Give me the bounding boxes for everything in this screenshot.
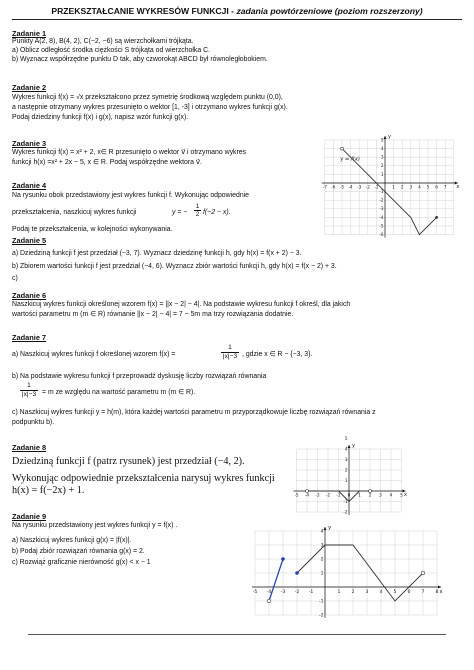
task-7-c-line: c) Naszkicuj wykres funkcji y = h(m), która każdej wartości parametru m przyporządkowuje liczbę rozwiązań równania z bbox=[12, 409, 376, 416]
y-tick-label: -2 bbox=[318, 613, 324, 619]
x-tick-label: 2 bbox=[400, 184, 404, 190]
y-axis-arrow bbox=[324, 527, 327, 530]
x-tick-label: 6 bbox=[407, 590, 411, 596]
x-tick-label: 5 bbox=[400, 492, 403, 498]
title-main: PRZEKSZTAŁCANIE WYKRESÓW FUNKCJI bbox=[51, 6, 229, 16]
title-subtitle: zadania powtórzeniowe (poziom rozszerzony) bbox=[236, 6, 423, 16]
function-graph-task-9 bbox=[238, 524, 443, 624]
task-7-b-text: b) Na podstawie wykresu funkcji f przeprowadź dyskusję liczby rozwiązań równania bbox=[12, 373, 267, 380]
task-7-a-fraction bbox=[221, 344, 239, 361]
task-9-intro: Na rysunku przedstawiony jest wykres funkcji y = f(x) . bbox=[12, 522, 178, 529]
task-6-line: Naszkicuj wykres funkcji określonej wzorem f(x) = ||x − 2| − 4|. Na podstawie wykresu funkcji f określ, dla jakich bbox=[12, 301, 351, 308]
x-tick-label: 2 bbox=[368, 492, 372, 498]
x-tick-label: 7 bbox=[421, 590, 425, 596]
y-tick-label: 2 bbox=[344, 467, 348, 473]
fraction-numerator: 1 bbox=[20, 382, 38, 391]
curve-label: y = f(x) bbox=[340, 156, 360, 163]
task-8-line: Dziedziną funkcji f (patrz rysunek) jest przedział (−4, 2). bbox=[12, 456, 245, 467]
x-tick-label: 6 bbox=[435, 184, 438, 190]
title-separator: - bbox=[228, 6, 237, 16]
y-tick-label: 2 bbox=[320, 557, 324, 563]
task-6-line: wartości parametru m (m ∈ R) równanie ||x − 2| − 4| = 7 − 5m ma trzy rozwiązania dodatnie. bbox=[12, 311, 294, 318]
task-3-line: Wykres funkcji f(x) = x² + 2, x∈ R przesunięto o wektor v⃗ i otrzymano wykres bbox=[12, 149, 247, 156]
page-title bbox=[0, 6, 474, 16]
y-tick-label: -1 bbox=[343, 498, 348, 504]
x-tick-label: 3 bbox=[379, 492, 382, 498]
y-tick-label: -1 bbox=[318, 599, 324, 605]
task-1-line: b) Wyznacz współrzędne punktu D tak, aby czworokąt ABCD był równoległobokiem. bbox=[12, 56, 268, 63]
y-tick-label: -2 bbox=[343, 509, 348, 515]
x-tick-label: 3 bbox=[409, 184, 413, 190]
y-tick-label: 3 bbox=[344, 456, 348, 462]
x-axis-label: x bbox=[456, 184, 460, 190]
endpoint-dot bbox=[341, 147, 344, 150]
y-tick-label: -3 bbox=[379, 206, 384, 212]
x-axis-label: x bbox=[439, 589, 443, 595]
x-tick-label: 4 bbox=[418, 184, 421, 190]
y-axis-arrow bbox=[384, 136, 387, 139]
y-axis-label: y bbox=[328, 525, 332, 531]
task-4-line: Podaj te przekształcenia, w kolejności wykonywania. bbox=[12, 226, 173, 233]
y-tick-label: 1 bbox=[380, 171, 384, 177]
x-tick-label: -2 bbox=[325, 492, 331, 498]
x-tick-label: 5 bbox=[393, 590, 397, 596]
task-5-line: c) bbox=[12, 275, 18, 282]
x-axis-label: x bbox=[404, 492, 407, 498]
x-tick-label: -2 bbox=[365, 184, 370, 190]
y-tick-label: 4 bbox=[320, 529, 324, 535]
task-4-formula-rhs: f(−2 − x). bbox=[203, 209, 231, 216]
y-tick-label: -6 bbox=[379, 232, 384, 237]
fraction-numerator: 1 bbox=[221, 344, 239, 353]
y-tick-label: 4 bbox=[380, 146, 384, 151]
task-6-heading: Zadanie 6 bbox=[12, 291, 47, 300]
y-tick-label: -5 bbox=[379, 223, 384, 229]
task-9-heading: Zadanie 9 bbox=[12, 512, 47, 521]
y-tick-label: 1 bbox=[320, 571, 324, 577]
x-tick-label: -4 bbox=[348, 184, 353, 190]
task-5-line: b) Zbiorem wartości funkcji f jest przedział (−4, 6). Wyznacz zbiór wartości funkcji h, gdy h(x) = f(x − 2) + 3. bbox=[12, 263, 337, 270]
fraction-denominator: |x|−3 bbox=[21, 391, 37, 398]
y-axis-arrow bbox=[348, 445, 351, 448]
y-tick-label: 2 bbox=[380, 163, 384, 169]
fraction-numerator: 1 bbox=[195, 203, 200, 210]
x-tick-label: 4 bbox=[389, 492, 393, 498]
x-tick-label: 1 bbox=[392, 184, 395, 190]
x-tick-label: -4 bbox=[266, 590, 272, 596]
x-tick-label: 2 bbox=[351, 590, 355, 596]
y-tick-label: 5 bbox=[380, 137, 384, 143]
function-graph-task-8 bbox=[277, 435, 429, 515]
task-7-b-text: = m ze względu na wartość parametru m (m ∈ R). bbox=[42, 389, 196, 396]
y-axis-label: y bbox=[388, 134, 391, 140]
x-tick-label: 3 bbox=[365, 590, 369, 596]
x-tick-label: 1 bbox=[337, 590, 341, 596]
x-tick-label: -2 bbox=[294, 590, 300, 596]
x-tick-label: -1 bbox=[308, 590, 314, 596]
x-tick-label: -7 bbox=[322, 184, 327, 190]
task-8-line: h(x) = f(−2x) + 1. bbox=[12, 485, 85, 496]
fraction-denominator: 2 bbox=[195, 211, 200, 218]
y-tick-label: 4 bbox=[344, 446, 348, 452]
endpoint-dot bbox=[435, 216, 438, 219]
task-4-formula-lhs: y = − bbox=[172, 209, 188, 216]
x-tick-label: 4 bbox=[379, 590, 383, 596]
x-tick-label: 7 bbox=[443, 184, 447, 190]
x-tick-label: -3 bbox=[357, 184, 362, 190]
footer-divider bbox=[28, 634, 446, 635]
x-tick-label: 8 bbox=[435, 590, 439, 596]
task-7-c-line: podpunktu b). bbox=[12, 419, 55, 426]
task-9-item: b) Podaj zbiór rozwiązań równania g(x) = 2. bbox=[12, 548, 145, 555]
y-tick-label: -4 bbox=[379, 214, 384, 220]
x-tick-label: -3 bbox=[280, 590, 286, 596]
x-tick-label: -4 bbox=[304, 492, 310, 498]
task-9-item: a) Naszkicuj wykres funkcji g(x) = |f(x)|. bbox=[12, 537, 132, 544]
endpoint-dot bbox=[295, 571, 299, 575]
y-tick-label: 5 bbox=[344, 435, 348, 441]
endpoint-dot bbox=[369, 490, 372, 493]
function-graph-task-4 bbox=[314, 130, 464, 246]
task-8-heading: Zadanie 8 bbox=[12, 443, 47, 452]
x-tick-label: 0 bbox=[347, 492, 351, 498]
x-tick-label: -1 bbox=[374, 184, 379, 190]
endpoint-dot bbox=[421, 571, 425, 575]
task-7-a-text: a) Naszkicuj wykres funkcji f określonej wzorem f(x) = bbox=[12, 351, 176, 358]
title-divider bbox=[12, 19, 462, 20]
task-2-heading: Zadanie 2 bbox=[12, 83, 47, 92]
task-4-line: Na rysunku obok przedstawiony jest wykres funkcji f. Wykonując odpowiednie bbox=[12, 192, 250, 199]
task-1-heading: Zadanie 1 bbox=[12, 29, 47, 38]
x-tick-label: -6 bbox=[331, 184, 336, 190]
task-4-line: przekształcenia, naszkicuj wykres funkcji bbox=[12, 209, 137, 216]
task-4-formula-fraction bbox=[194, 203, 201, 218]
endpoint-dot bbox=[267, 599, 271, 603]
y-axis-label: y bbox=[352, 443, 355, 449]
y-tick-label: 3 bbox=[380, 154, 384, 160]
task-1-line: a) Oblicz odległość środka ciężkości S trójkąta od wierzchołka C. bbox=[12, 47, 210, 54]
x-tick-label: 5 bbox=[426, 184, 430, 190]
y-tick-label: -1 bbox=[379, 189, 384, 194]
task-5-heading: Zadanie 5 bbox=[12, 236, 47, 245]
y-tick-label: 1 bbox=[344, 477, 348, 483]
task-7-a-domain: , gdzie x ∈ R − {−3, 3}. bbox=[242, 351, 313, 358]
task-8-line: Wykonując odpowiednie przekształcenia narysuj wykres funkcji bbox=[12, 473, 275, 484]
task-5-line: a) Dziedziną funkcji f jest przedział (−3, 7). Wyznacz dziedzinę funkcji h, gdy h(x) = f(x + 2) − 3. bbox=[12, 250, 302, 257]
y-tick-label: 3 bbox=[320, 543, 324, 549]
task-3-heading: Zadanie 3 bbox=[12, 139, 47, 148]
x-tick-label: 1 bbox=[358, 492, 361, 498]
x-tick-label: -5 bbox=[252, 590, 258, 596]
task-7-heading: Zadanie 7 bbox=[12, 333, 47, 342]
x-tick-label: -5 bbox=[339, 184, 345, 190]
task-7-b-fraction bbox=[20, 382, 38, 399]
task-4-heading: Zadanie 4 bbox=[12, 181, 47, 190]
task-2-line: a następnie otrzymany wykres przesunięto o wektor [1, -3] i otrzymano wykres funkcji g(x). bbox=[12, 104, 288, 111]
endpoint-dot bbox=[281, 557, 285, 561]
endpoint-dot bbox=[306, 490, 309, 493]
y-tick-label: -2 bbox=[379, 197, 384, 203]
task-2-line: Podaj dziedziny funkcji f(x) i g(x), napisz wzór funkcji g(x). bbox=[12, 114, 189, 121]
task-3-line: funkcji h(x) =x² + 2x − 5, x ∈ R. Podaj współrzędne wektora v⃗. bbox=[12, 159, 202, 166]
fraction-denominator: |x|−3 bbox=[222, 353, 238, 360]
task-1-line: Punkty A(2, 8), B(4, 2), C(−2, −6) są wierzchołkami trójkąta. bbox=[12, 38, 194, 45]
x-tick-label: -1 bbox=[336, 492, 341, 498]
x-tick-label: -3 bbox=[315, 492, 320, 498]
task-9-item: c) Rozwiąż graficznie nierówność g(x) < x − 1 bbox=[12, 559, 151, 566]
task-2-line: Wykres funkcji f(x) = √x przekształcono przez symetrię środkową względem punktu (0,0), bbox=[12, 94, 283, 101]
x-tick-label: -5 bbox=[294, 492, 299, 498]
